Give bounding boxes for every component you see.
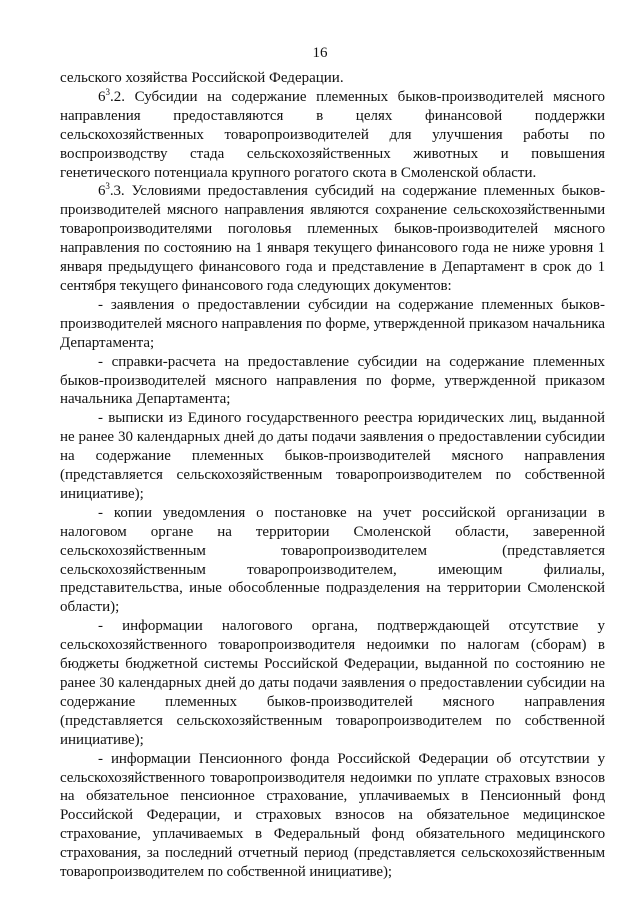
clause-number: $6^3.2$. xyxy=(98,86,135,105)
list-item-tax-notice xyxy=(60,504,605,617)
paragraph-text: Условиями предоставления субсидий на содержание племенных быков-производителей мясного направления являются сохранение сельскохозяйственными товаропроизводителями поголовья племенных быков-производителей мясного направления по состоянию на 1 января текущего финансового года не ниже уровня 1 января предыдущего финансового года и представление в Департамент в срок до 1 сентября текущего финансового года следующих документов: xyxy=(60,183,605,294)
list-item-application xyxy=(60,296,605,353)
paragraph-text: сельского хозяйства Российской Федерации. xyxy=(60,70,344,86)
list-item-pension-info xyxy=(60,750,605,882)
paragraph-6-3-3 xyxy=(60,182,605,295)
list-item-tax-info xyxy=(60,617,605,749)
paragraph-text: - заявления о предоставлении субсидии на содержание племенных быков-производителей мясного направления по форме, утвержденной приказом начальника Департамента; xyxy=(60,296,605,351)
document-body xyxy=(60,69,605,882)
page-number: 16 xyxy=(312,45,328,61)
paragraph-text: - выписки из Единого государственного реестра юридических лиц, выданной не ранее 30 календарных дней до даты подачи заявления о предоставлении субсидии на содержание племенных быков-производителей мясного направления (представляется сельскохозяйственным товаропроизводителем по собственной инициативе); xyxy=(60,410,605,502)
paragraph-text: - информации Пенсионного фонда Российской Федерации об отсутствии у сельскохозяйственного товаропроизводителя недоимки по уплате страховых взносов на обязательное пенсионное страхование, уплачиваемых в Пенсионный фонд Российской Федерации, и страховых взносов на обязательное медицинское страхование, уплачиваемых в Федеральный фонд обязательного медицинского страхования, за последний отчетный период (представляется сельскохозяйственным товаропроизводителем по собственной инициативе); xyxy=(60,750,605,881)
clause-number: $6^3.3$. xyxy=(98,181,132,200)
paragraph-text: - справки-расчета на предоставление субсидии на содержание племенных быков-производителей мясного направления по форме, утвержденной приказом начальника Департамента; xyxy=(60,353,605,408)
list-item-calculation xyxy=(60,353,605,410)
paragraph-continuation xyxy=(60,69,605,88)
paragraph-text: Субсидии на содержание племенных быков-производителей мясного направления предоставляются в целях финансовой поддержки сельскохозяйственных товаропроизводителей для улучшения работы по воспроизводству стада сельскохозяйственных животных и повышения генетического потенциала крупного рогатого скота в Смоленской области. xyxy=(60,88,605,181)
paragraph-text: - информации налогового органа, подтверждающей отсутствие у сельскохозяйственного товаропроизводителя недоимки по налогам (сборам) в бюджеты бюджетной системы Российской Федерации, выданной по состоянию не ранее 30 календарных дней до даты подачи заявления о предоставлении субсидии на содержание племенных быков-производителей мясного направления (представляется сельскохозяйственным товаропроизводителем по собственной инициативе); xyxy=(60,618,605,748)
list-item-registry-extract xyxy=(60,409,605,504)
paragraph-6-3-2 xyxy=(60,88,605,183)
paragraph-text: - копии уведомления о постановке на учет российской организации в налоговом органе на территории Смоленской области, заверенной сельскохозяйственным товаропроизводителем (представляется сельскохозяйственным товаропроизводителем, имеющим филиалы, представительства, иные обособленные подразделения на территории Смоленской области); xyxy=(60,504,605,616)
